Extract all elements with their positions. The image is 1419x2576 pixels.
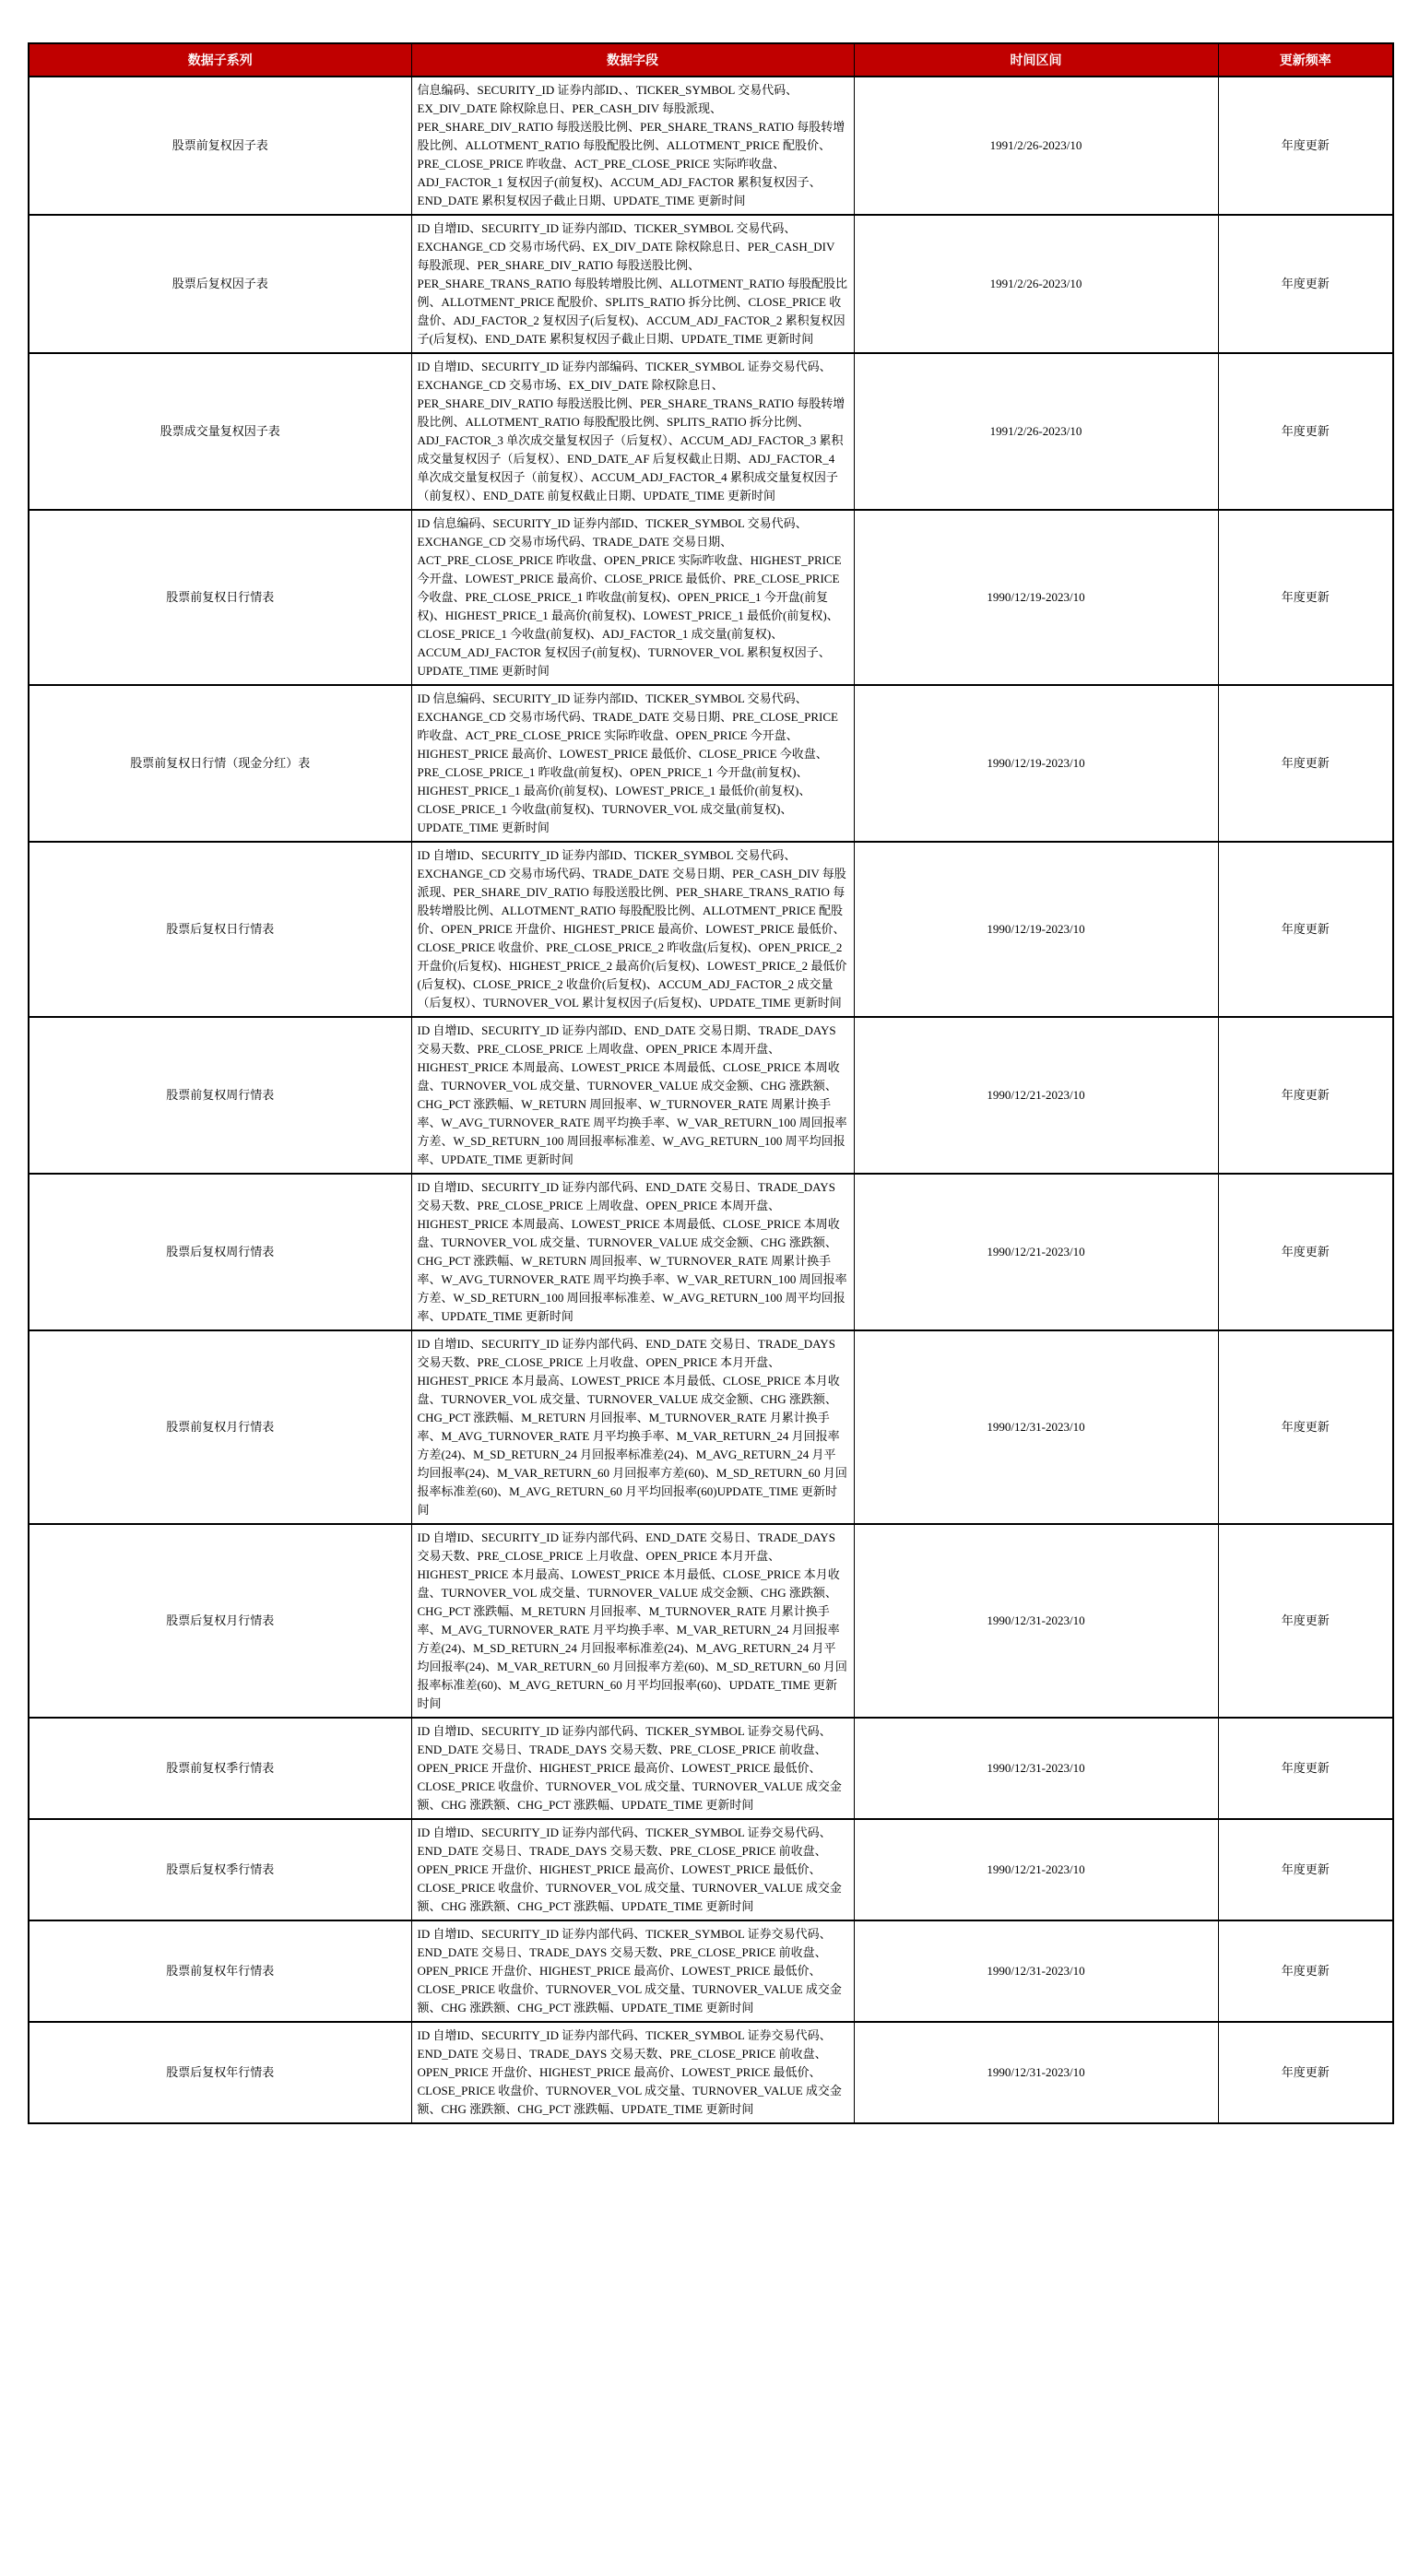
fields-cell: ID 自增ID、SECURITY_ID 证券内部代码、TICKER_SYMBOL 证券交易代码、END_DATE 交易日、TRADE_DAYS 交易天数、PRE_CLOSE_PRICE 前收盘、OPEN_PRICE 开盘价、HIGHEST_PRICE 最高价、LOWEST_PRICE 最低价、CLOSE_PRICE 收盘价、TURNOVER_VOL 成交量、TURNOVER_VALUE 成交金额、CHG 涨跌额、CHG_PCT 涨跌幅、UPDATE_TIME 更新时间	[411, 2022, 854, 2123]
table-row	[29, 353, 1393, 510]
fields-cell: 信息编码、SECURITY_ID 证券内部ID、、TICKER_SYMBOL 交易代码、EX_DIV_DATE 除权除息日、PER_CASH_DIV 每股派现、PER_SHARE_DIV_RATIO 每股送股比例、PER_SHARE_TRANS_RATIO 每股转增股比例、ALLOTMENT_RATIO 每股配股比例、ALLOTMENT_PRICE 配股价、PRE_CLOSE_PRICE 昨收盘、ACT_PRE_CLOSE_PRICE 实际昨收盘、ADJ_FACTOR_1 复权因子(前复权)、ACCUM_ADJ_FACTOR 累积复权因子、END_DATE 累积复权因子截止日期、UPDATE_TIME 更新时间	[411, 77, 854, 215]
period-cell: 1990/12/31-2023/10	[854, 1524, 1218, 1718]
frequency-cell: 年度更新	[1218, 1524, 1393, 1718]
frequency-cell: 年度更新	[1218, 1174, 1393, 1330]
series-cell: 股票后复权年行情表	[29, 2022, 411, 2123]
series-cell: 股票前复权日行情（现金分红）表	[29, 685, 411, 842]
table-row	[29, 2022, 1393, 2123]
series-cell: 股票后复权月行情表	[29, 1524, 411, 1718]
period-cell: 1990/12/21-2023/10	[854, 1819, 1218, 1920]
period-cell: 1990/12/31-2023/10	[854, 1920, 1218, 2022]
fields-cell: ID 自增ID、SECURITY_ID 证券内部ID、END_DATE 交易日期、TRADE_DAYS 交易天数、PRE_CLOSE_PRICE 上周收盘、OPEN_PRICE 本周开盘、HIGHEST_PRICE 本周最高、LOWEST_PRICE 本周最低、CLOSE_PRICE 本周收盘、TURNOVER_VOL 成交量、TURNOVER_VALUE 成交金额、CHG 涨跌额、CHG_PCT 涨跌幅、W_RETURN 周回报率、W_TURNOVER_RATE 周累计换手率、W_AVG_TURNOVER_RATE 周平均换手率、W_VAR_RETURN_100 周回报率方差、W_SD_RETURN_100 周回报率标准差、W_AVG_RETURN_100 周平均回报率、UPDATE_TIME 更新时间	[411, 1017, 854, 1174]
period-cell: 1990/12/21-2023/10	[854, 1017, 1218, 1174]
frequency-cell: 年度更新	[1218, 1819, 1393, 1920]
series-cell: 股票后复权季行情表	[29, 1819, 411, 1920]
fields-cell: ID 自增ID、SECURITY_ID 证券内部代码、TICKER_SYMBOL 证券交易代码、END_DATE 交易日、TRADE_DAYS 交易天数、PRE_CLOSE_PRICE 前收盘、OPEN_PRICE 开盘价、HIGHEST_PRICE 最高价、LOWEST_PRICE 最低价、CLOSE_PRICE 收盘价、TURNOVER_VOL 成交量、TURNOVER_VALUE 成交金额、CHG 涨跌额、CHG_PCT 涨跌幅、UPDATE_TIME 更新时间	[411, 1920, 854, 2022]
frequency-cell: 年度更新	[1218, 1718, 1393, 1819]
table-row	[29, 1017, 1393, 1174]
period-cell: 1990/12/19-2023/10	[854, 685, 1218, 842]
table-row	[29, 1174, 1393, 1330]
series-cell: 股票前复权因子表	[29, 77, 411, 215]
fields-cell: ID 自增ID、SECURITY_ID 证券内部代码、END_DATE 交易日、TRADE_DAYS 交易天数、PRE_CLOSE_PRICE 上周收盘、OPEN_PRICE 本周开盘、HIGHEST_PRICE 本周最高、LOWEST_PRICE 本周最低、CLOSE_PRICE 本周收盘、TURNOVER_VOL 成交量、TURNOVER_VALUE 成交金额、CHG 涨跌额、CHG_PCT 涨跌幅、W_RETURN 周回报率、W_TURNOVER_RATE 周累计换手率、W_AVG_TURNOVER_RATE 周平均换手率、W_VAR_RETURN_100 周回报率方差、W_SD_RETURN_100 周回报率标准差、W_AVG_RETURN_100 周平均回报率、UPDATE_TIME 更新时间	[411, 1174, 854, 1330]
fields-cell: ID 信息编码、SECURITY_ID 证券内部ID、TICKER_SYMBOL 交易代码、EXCHANGE_CD 交易市场代码、TRADE_DATE 交易日期、ACT_PRE_CLOSE_PRICE 昨收盘、OPEN_PRICE 实际昨收盘、HIGHEST_PRICE 今开盘、LOWEST_PRICE 最高价、CLOSE_PRICE 最低价、PRE_CLOSE_PRICE 今收盘、PRE_CLOSE_PRICE_1 昨收盘(前复权)、OPEN_PRICE_1 今开盘(前复权)、HIGHEST_PRICE_1 最高价(前复权)、LOWEST_PRICE_1 最低价(前复权)、CLOSE_PRICE_1 今收盘(前复权)、ADJ_FACTOR_1 成交量(前复权)、ACCUM_ADJ_FACTOR 复权因子(前复权)、TURNOVER_VOL 累积复权因子、UPDATE_TIME 更新时间	[411, 510, 854, 685]
period-cell: 1990/12/31-2023/10	[854, 2022, 1218, 2123]
period-cell: 1990/12/21-2023/10	[854, 1174, 1218, 1330]
series-cell: 股票前复权年行情表	[29, 1920, 411, 2022]
period-cell: 1991/2/26-2023/10	[854, 215, 1218, 353]
period-cell: 1991/2/26-2023/10	[854, 353, 1218, 510]
frequency-cell: 年度更新	[1218, 842, 1393, 1017]
fields-cell: ID 自增ID、SECURITY_ID 证券内部代码、END_DATE 交易日、TRADE_DAYS 交易天数、PRE_CLOSE_PRICE 上月收盘、OPEN_PRICE 本月开盘、HIGHEST_PRICE 本月最高、LOWEST_PRICE 本月最低、CLOSE_PRICE 本月收盘、TURNOVER_VOL 成交量、TURNOVER_VALUE 成交金额、CHG 涨跌额、CHG_PCT 涨跌幅、M_RETURN 月回报率、M_TURNOVER_RATE 月累计换手率、M_AVG_TURNOVER_RATE 月平均换手率、M_VAR_RETURN_24 月回报率方差(24)、M_SD_RETURN_24 月回报率标准差(24)、M_AVG_RETURN_24 月平均回报率(24)、M_VAR_RETURN_60 月回报率方差(60)、M_SD_RETURN_60 月回报率标准差(60)、M_AVG_RETURN_60 月平均回报率(60)、UPDATE_TIME 更新时间	[411, 1524, 854, 1718]
period-cell: 1990/12/31-2023/10	[854, 1330, 1218, 1524]
period-cell: 1990/12/31-2023/10	[854, 1718, 1218, 1819]
series-cell: 股票成交量复权因子表	[29, 353, 411, 510]
header-time-range: 时间区间	[854, 43, 1218, 77]
table-row	[29, 1819, 1393, 1920]
table-row	[29, 685, 1393, 842]
fields-cell: ID 自增ID、SECURITY_ID 证券内部代码、TICKER_SYMBOL 证券交易代码、END_DATE 交易日、TRADE_DAYS 交易天数、PRE_CLOSE_PRICE 前收盘、OPEN_PRICE 开盘价、HIGHEST_PRICE 最高价、LOWEST_PRICE 最低价、CLOSE_PRICE 收盘价、TURNOVER_VOL 成交量、TURNOVER_VALUE 成交金额、CHG 涨跌额、CHG_PCT 涨跌幅、UPDATE_TIME 更新时间	[411, 1819, 854, 1920]
fields-cell: ID 自增ID、SECURITY_ID 证券内部编码、TICKER_SYMBOL 证券交易代码、EXCHANGE_CD 交易市场、EX_DIV_DATE 除权除息日、PER_SHARE_DIV_RATIO 每股送股比例、PER_SHARE_TRANS_RATIO 每股转增股比例、ALLOTMENT_RATIO 每股配股比例、SPLITS_RATIO 拆分比例、ADJ_FACTOR_3 单次成交量复权因子（后复权）、ACCUM_ADJ_FACTOR_3 累积成交量复权因子（后复权）、END_DATE_AF 后复权截止日期、ADJ_FACTOR_4 单次成交量复权因子（前复权）、ACCUM_ADJ_FACTOR_4 累积成交量复权因子（前复权）、END_DATE 前复权截止日期、UPDATE_TIME 更新时间	[411, 353, 854, 510]
header-update-frequency: 更新频率	[1218, 43, 1393, 77]
table-row	[29, 215, 1393, 353]
frequency-cell: 年度更新	[1218, 1017, 1393, 1174]
fields-cell: ID 自增ID、SECURITY_ID 证券内部代码、TICKER_SYMBOL 证券交易代码、END_DATE 交易日、TRADE_DAYS 交易天数、PRE_CLOSE_PRICE 前收盘、OPEN_PRICE 开盘价、HIGHEST_PRICE 最高价、LOWEST_PRICE 最低价、CLOSE_PRICE 收盘价、TURNOVER_VOL 成交量、TURNOVER_VALUE 成交金额、CHG 涨跌额、CHG_PCT 涨跌幅、UPDATE_TIME 更新时间	[411, 1718, 854, 1819]
series-cell: 股票前复权周行情表	[29, 1017, 411, 1174]
table-row	[29, 1920, 1393, 2022]
table-row	[29, 77, 1393, 215]
table-row	[29, 1330, 1393, 1524]
frequency-cell: 年度更新	[1218, 685, 1393, 842]
period-cell: 1990/12/19-2023/10	[854, 510, 1218, 685]
frequency-cell: 年度更新	[1218, 1330, 1393, 1524]
frequency-cell: 年度更新	[1218, 1920, 1393, 2022]
table-row	[29, 510, 1393, 685]
table-row	[29, 842, 1393, 1017]
series-cell: 股票前复权季行情表	[29, 1718, 411, 1819]
fields-cell: ID 自增ID、SECURITY_ID 证券内部ID、TICKER_SYMBOL 交易代码、EXCHANGE_CD 交易市场代码、TRADE_DATE 交易日期、PER_CASH_DIV 每股派现、PER_SHARE_DIV_RATIO 每股送股比例、PER_SHARE_TRANS_RATIO 每股转增股比例、ALLOTMENT_RATIO 每股配股比例、ALLOTMENT_PRICE 配股价、OPEN_PRICE 开盘价、HIGHEST_PRICE 最高价、LOWEST_PRICE 最低价、CLOSE_PRICE 收盘价、PRE_CLOSE_PRICE_2 昨收盘(后复权)、OPEN_PRICE_2 开盘价(后复权)、HIGHEST_PRICE_2 最高价(后复权)、LOWEST_PRICE_2 最低价(后复权)、CLOSE_PRICE_2 收盘价(后复权)、ACCUM_ADJ_FACTOR_2 成交量（后复权）、TURNOVER_VOL 累计复权因子(后复权)、UPDATE_TIME 更新时间	[411, 842, 854, 1017]
header-data-subseries: 数据子系列	[29, 43, 411, 77]
fields-cell: ID 信息编码、SECURITY_ID 证券内部ID、TICKER_SYMBOL 交易代码、EXCHANGE_CD 交易市场代码、TRADE_DATE 交易日期、PRE_CLOSE_PRICE 昨收盘、ACT_PRE_CLOSE_PRICE 实际昨收盘、OPEN_PRICE 今开盘、HIGHEST_PRICE 最高价、LOWEST_PRICE 最低价、CLOSE_PRICE 今收盘、PRE_CLOSE_PRICE_1 昨收盘(前复权)、OPEN_PRICE_1 今开盘(前复权)、HIGHEST_PRICE_1 最高价(前复权)、LOWEST_PRICE_1 最低价(前复权)、CLOSE_PRICE_1 今收盘(前复权)、TURNOVER_VOL 成交量(前复权)、UPDATE_TIME 更新时间	[411, 685, 854, 842]
table-row	[29, 1524, 1393, 1718]
series-cell: 股票后复权日行情表	[29, 842, 411, 1017]
series-cell: 股票后复权因子表	[29, 215, 411, 353]
period-cell: 1991/2/26-2023/10	[854, 77, 1218, 215]
frequency-cell: 年度更新	[1218, 2022, 1393, 2123]
fields-cell: ID 自增ID、SECURITY_ID 证券内部ID、TICKER_SYMBOL 交易代码、EXCHANGE_CD 交易市场代码、EX_DIV_DATE 除权除息日、PER_CASH_DIV 每股派现、PER_SHARE_DIV_RATIO 每股送股比例、PER_SHARE_TRANS_RATIO 每股转增股比例、ALLOTMENT_RATIO 每股配股比例、ALLOTMENT_PRICE 配股价、SPLITS_RATIO 拆分比例、CLOSE_PRICE 收盘价、ADJ_FACTOR_2 复权因子(后复权)、ACCUM_ADJ_FACTOR_2 累积复权因子(后复权)、END_DATE 累积复权因子截止日期、UPDATE_TIME 更新时间	[411, 215, 854, 353]
table-row	[29, 1718, 1393, 1819]
period-cell: 1990/12/19-2023/10	[854, 842, 1218, 1017]
header-data-fields: 数据字段	[411, 43, 854, 77]
data-series-table	[28, 42, 1394, 2124]
frequency-cell: 年度更新	[1218, 77, 1393, 215]
frequency-cell: 年度更新	[1218, 353, 1393, 510]
frequency-cell: 年度更新	[1218, 510, 1393, 685]
fields-cell: ID 自增ID、SECURITY_ID 证券内部代码、END_DATE 交易日、TRADE_DAYS 交易天数、PRE_CLOSE_PRICE 上月收盘、OPEN_PRICE 本月开盘、HIGHEST_PRICE 本月最高、LOWEST_PRICE 本月最低、CLOSE_PRICE 本月收盘、TURNOVER_VOL 成交量、TURNOVER_VALUE 成交金额、CHG 涨跌额、CHG_PCT 涨跌幅、M_RETURN 月回报率、M_TURNOVER_RATE 月累计换手率、M_AVG_TURNOVER_RATE 月平均换手率、M_VAR_RETURN_24 月回报率方差(24)、M_SD_RETURN_24 月回报率标准差(24)、M_AVG_RETURN_24 月平均回报率(24)、M_VAR_RETURN_60 月回报率方差(60)、M_SD_RETURN_60 月回报率标准差(60)、M_AVG_RETURN_60 月平均回报率(60)UPDATE_TIME 更新时间	[411, 1330, 854, 1524]
series-cell: 股票后复权周行情表	[29, 1174, 411, 1330]
series-cell: 股票前复权日行情表	[29, 510, 411, 685]
table-header-row	[29, 43, 1393, 77]
series-cell: 股票前复权月行情表	[29, 1330, 411, 1524]
frequency-cell: 年度更新	[1218, 215, 1393, 353]
